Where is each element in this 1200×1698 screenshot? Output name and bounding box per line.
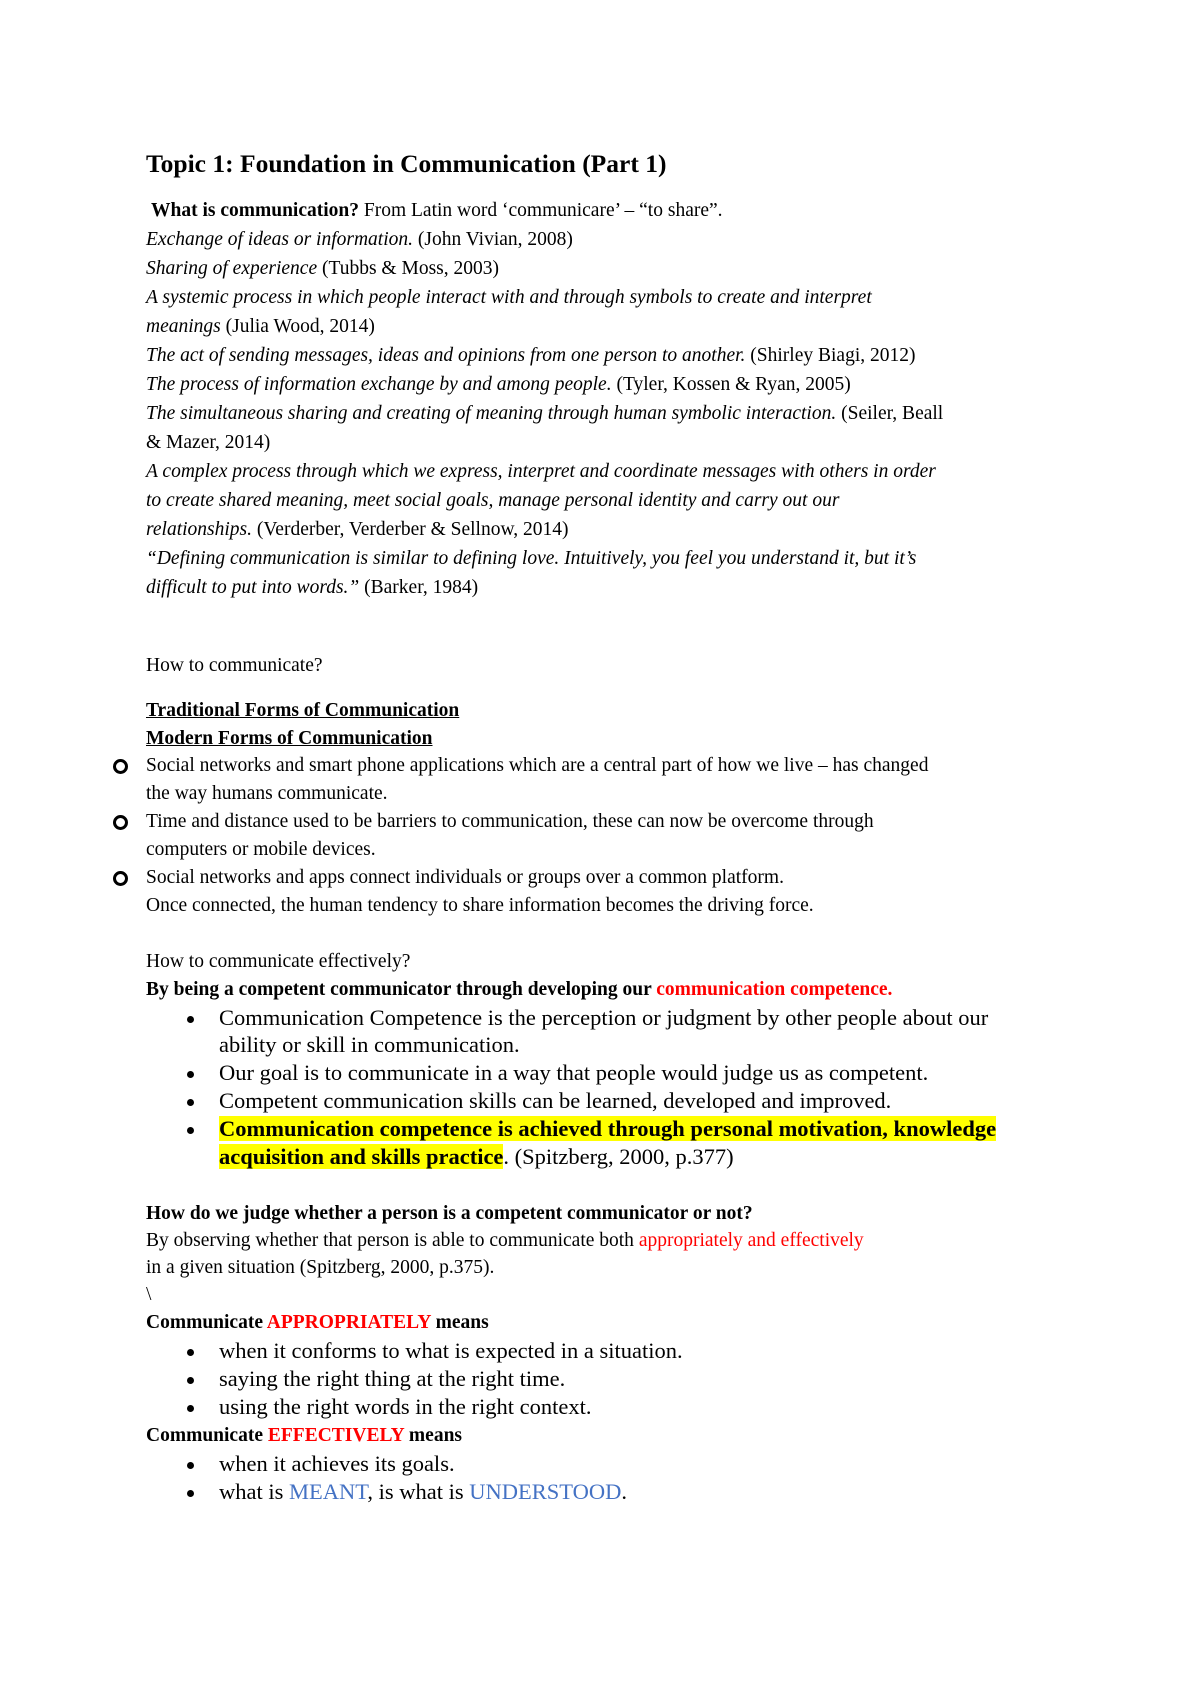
definition-line bbox=[146, 341, 916, 370]
list-item: computers or mobile devices. bbox=[146, 839, 376, 860]
bullet-icon bbox=[187, 1016, 194, 1023]
highlight-citation: . (Spitzberg, 2000, p.377) bbox=[503, 1144, 734, 1169]
list-item: Social networks and apps connect individuals or groups over a common platform. bbox=[146, 867, 784, 888]
definition-citation: (Tubbs & Moss, 2003) bbox=[317, 258, 499, 279]
competent-statement bbox=[146, 975, 892, 1004]
backslash-mark: \ bbox=[146, 1284, 152, 1305]
list-item: using the right words in the right context. bbox=[219, 1394, 592, 1419]
bullet-icon bbox=[187, 1490, 194, 1497]
definition-line bbox=[146, 515, 569, 544]
list-item: Once connected, the human tendency to share information becomes the driving force. bbox=[146, 895, 814, 916]
definition-line bbox=[146, 312, 375, 341]
judge-text: By observing whether that person is able to communicate both bbox=[146, 1230, 639, 1251]
page-title: Topic 1: Foundation in Communication (Part 1) bbox=[146, 149, 667, 178]
highlight-line bbox=[219, 1115, 996, 1143]
bullet-icon bbox=[187, 1127, 194, 1134]
list-item: Competent communication skills can be learned, developed and improved. bbox=[219, 1088, 892, 1113]
competence-term: communication competence. bbox=[656, 979, 893, 1000]
list-item: Time and distance used to be barriers to communication, these can now be overcome through bbox=[146, 811, 874, 832]
definition-citation: (Shirley Biagi, 2012) bbox=[745, 345, 916, 366]
how-to-communicate: How to communicate? bbox=[146, 655, 323, 676]
definition-line bbox=[146, 225, 573, 254]
effectively-heading bbox=[146, 1421, 462, 1450]
modern-forms-heading: Modern Forms of Communication bbox=[146, 728, 433, 749]
definition-citation: (Tyler, Kossen & Ryan, 2005) bbox=[611, 374, 851, 395]
bullet-icon bbox=[187, 1405, 194, 1412]
competent-statement-text: By being a competent communicator through developing our bbox=[146, 979, 657, 1000]
definition-line bbox=[146, 254, 499, 283]
intro-question: What is communication? bbox=[151, 200, 360, 221]
effective-question: How to communicate effectively? bbox=[146, 951, 411, 972]
list-item: Social networks and smart phone applications which are a central part of how we live – has changed bbox=[146, 755, 929, 776]
definition-citation: (Barker, 1984) bbox=[359, 577, 479, 598]
list-item: the way humans communicate. bbox=[146, 783, 388, 804]
appropriately-term: APPROPRIATELY bbox=[266, 1312, 431, 1333]
definition-line bbox=[146, 573, 478, 602]
heading-text: Communicate bbox=[146, 1312, 267, 1333]
intro-answer: From Latin word ‘communicare’ – “to share”. bbox=[359, 200, 723, 221]
bullet-icon bbox=[187, 1349, 194, 1356]
bullet-icon bbox=[187, 1071, 194, 1078]
list-item: when it conforms to what is expected in a situation. bbox=[219, 1338, 683, 1363]
bullet-icon bbox=[187, 1099, 194, 1106]
list-item: when it achieves its goals. bbox=[219, 1451, 455, 1476]
definition-text: relationships. bbox=[146, 519, 252, 540]
list-item: saying the right thing at the right time. bbox=[219, 1366, 566, 1391]
judge-key-terms: appropriately and effectively bbox=[638, 1230, 864, 1251]
judge-line bbox=[146, 1226, 864, 1255]
highlighted-text: Communication competence is achieved through personal motivation, knowledge bbox=[219, 1116, 997, 1141]
definition-citation: (John Vivian, 2008) bbox=[413, 229, 573, 250]
bullet-icon bbox=[187, 1377, 194, 1384]
bullet-icon bbox=[187, 1462, 194, 1469]
definition-line bbox=[146, 428, 270, 457]
effectively-term: EFFECTIVELY bbox=[267, 1425, 405, 1446]
definition-citation: (Julia Wood, 2014) bbox=[220, 316, 375, 337]
highlighted-text: acquisition and skills practice bbox=[219, 1144, 504, 1169]
heading-text: means bbox=[430, 1312, 489, 1333]
intro-line bbox=[151, 196, 723, 225]
judge-line-2: in a given situation (Spitzberg, 2000, p.375). bbox=[146, 1257, 495, 1278]
list-text: , is what is bbox=[367, 1479, 470, 1504]
appropriately-heading bbox=[146, 1308, 489, 1337]
definition-text: difficult to put into words.” bbox=[146, 577, 360, 598]
list-item bbox=[219, 1478, 627, 1506]
definition-text: The simultaneous sharing and creating of meaning through human symbolic interaction. bbox=[146, 403, 837, 424]
traditional-forms-heading: Traditional Forms of Communication bbox=[146, 700, 460, 721]
judge-question: How do we judge whether a person is a competent communicator or not? bbox=[146, 1203, 753, 1224]
definition-line bbox=[146, 399, 943, 428]
heading-text: means bbox=[404, 1425, 463, 1446]
definition-text: to create shared meaning, meet social goals, manage personal identity and carry out our bbox=[146, 490, 840, 511]
list-text: . bbox=[621, 1479, 627, 1504]
definition-text: A complex process through which we express, interpret and coordinate messages with others in order bbox=[146, 461, 936, 482]
definition-text: A systemic process in which people interact with and through symbols to create and interpret bbox=[146, 287, 872, 308]
list-text: what is bbox=[219, 1479, 289, 1504]
definition-citation: (Verderber, Verderber & Sellnow, 2014) bbox=[252, 519, 569, 540]
understood-term: UNDERSTOOD bbox=[469, 1479, 622, 1504]
definition-text: The act of sending messages, ideas and opinions from one person to another. bbox=[146, 345, 746, 366]
definition-line bbox=[146, 370, 851, 399]
highlight-line bbox=[219, 1143, 734, 1171]
definition-line bbox=[146, 457, 936, 486]
definition-citation: (Seiler, Beall bbox=[836, 403, 944, 424]
definition-citation: & Mazer, 2014) bbox=[146, 432, 271, 453]
list-item: ability or skill in communication. bbox=[219, 1032, 520, 1057]
heading-text: Communicate bbox=[146, 1425, 268, 1446]
definition-text: Sharing of experience bbox=[146, 258, 318, 279]
circle-bullet-icon bbox=[113, 815, 128, 830]
definition-text: The process of information exchange by and among people. bbox=[146, 374, 612, 395]
definition-text: meanings bbox=[146, 316, 221, 337]
definition-text: “Defining communication is similar to defining love. Intuitively, you feel you understand it, but it’s bbox=[146, 548, 917, 569]
definition-text: Exchange of ideas or information. bbox=[146, 229, 414, 250]
meant-term: MEANT bbox=[289, 1479, 368, 1504]
list-item: Communication Competence is the perception or judgment by other people about our bbox=[219, 1005, 989, 1030]
definition-line bbox=[146, 544, 916, 573]
circle-bullet-icon bbox=[113, 759, 128, 774]
definition-line bbox=[146, 486, 839, 515]
list-item: Our goal is to communicate in a way that people would judge us as competent. bbox=[219, 1060, 929, 1085]
definition-line bbox=[146, 283, 872, 312]
circle-bullet-icon bbox=[113, 871, 128, 886]
